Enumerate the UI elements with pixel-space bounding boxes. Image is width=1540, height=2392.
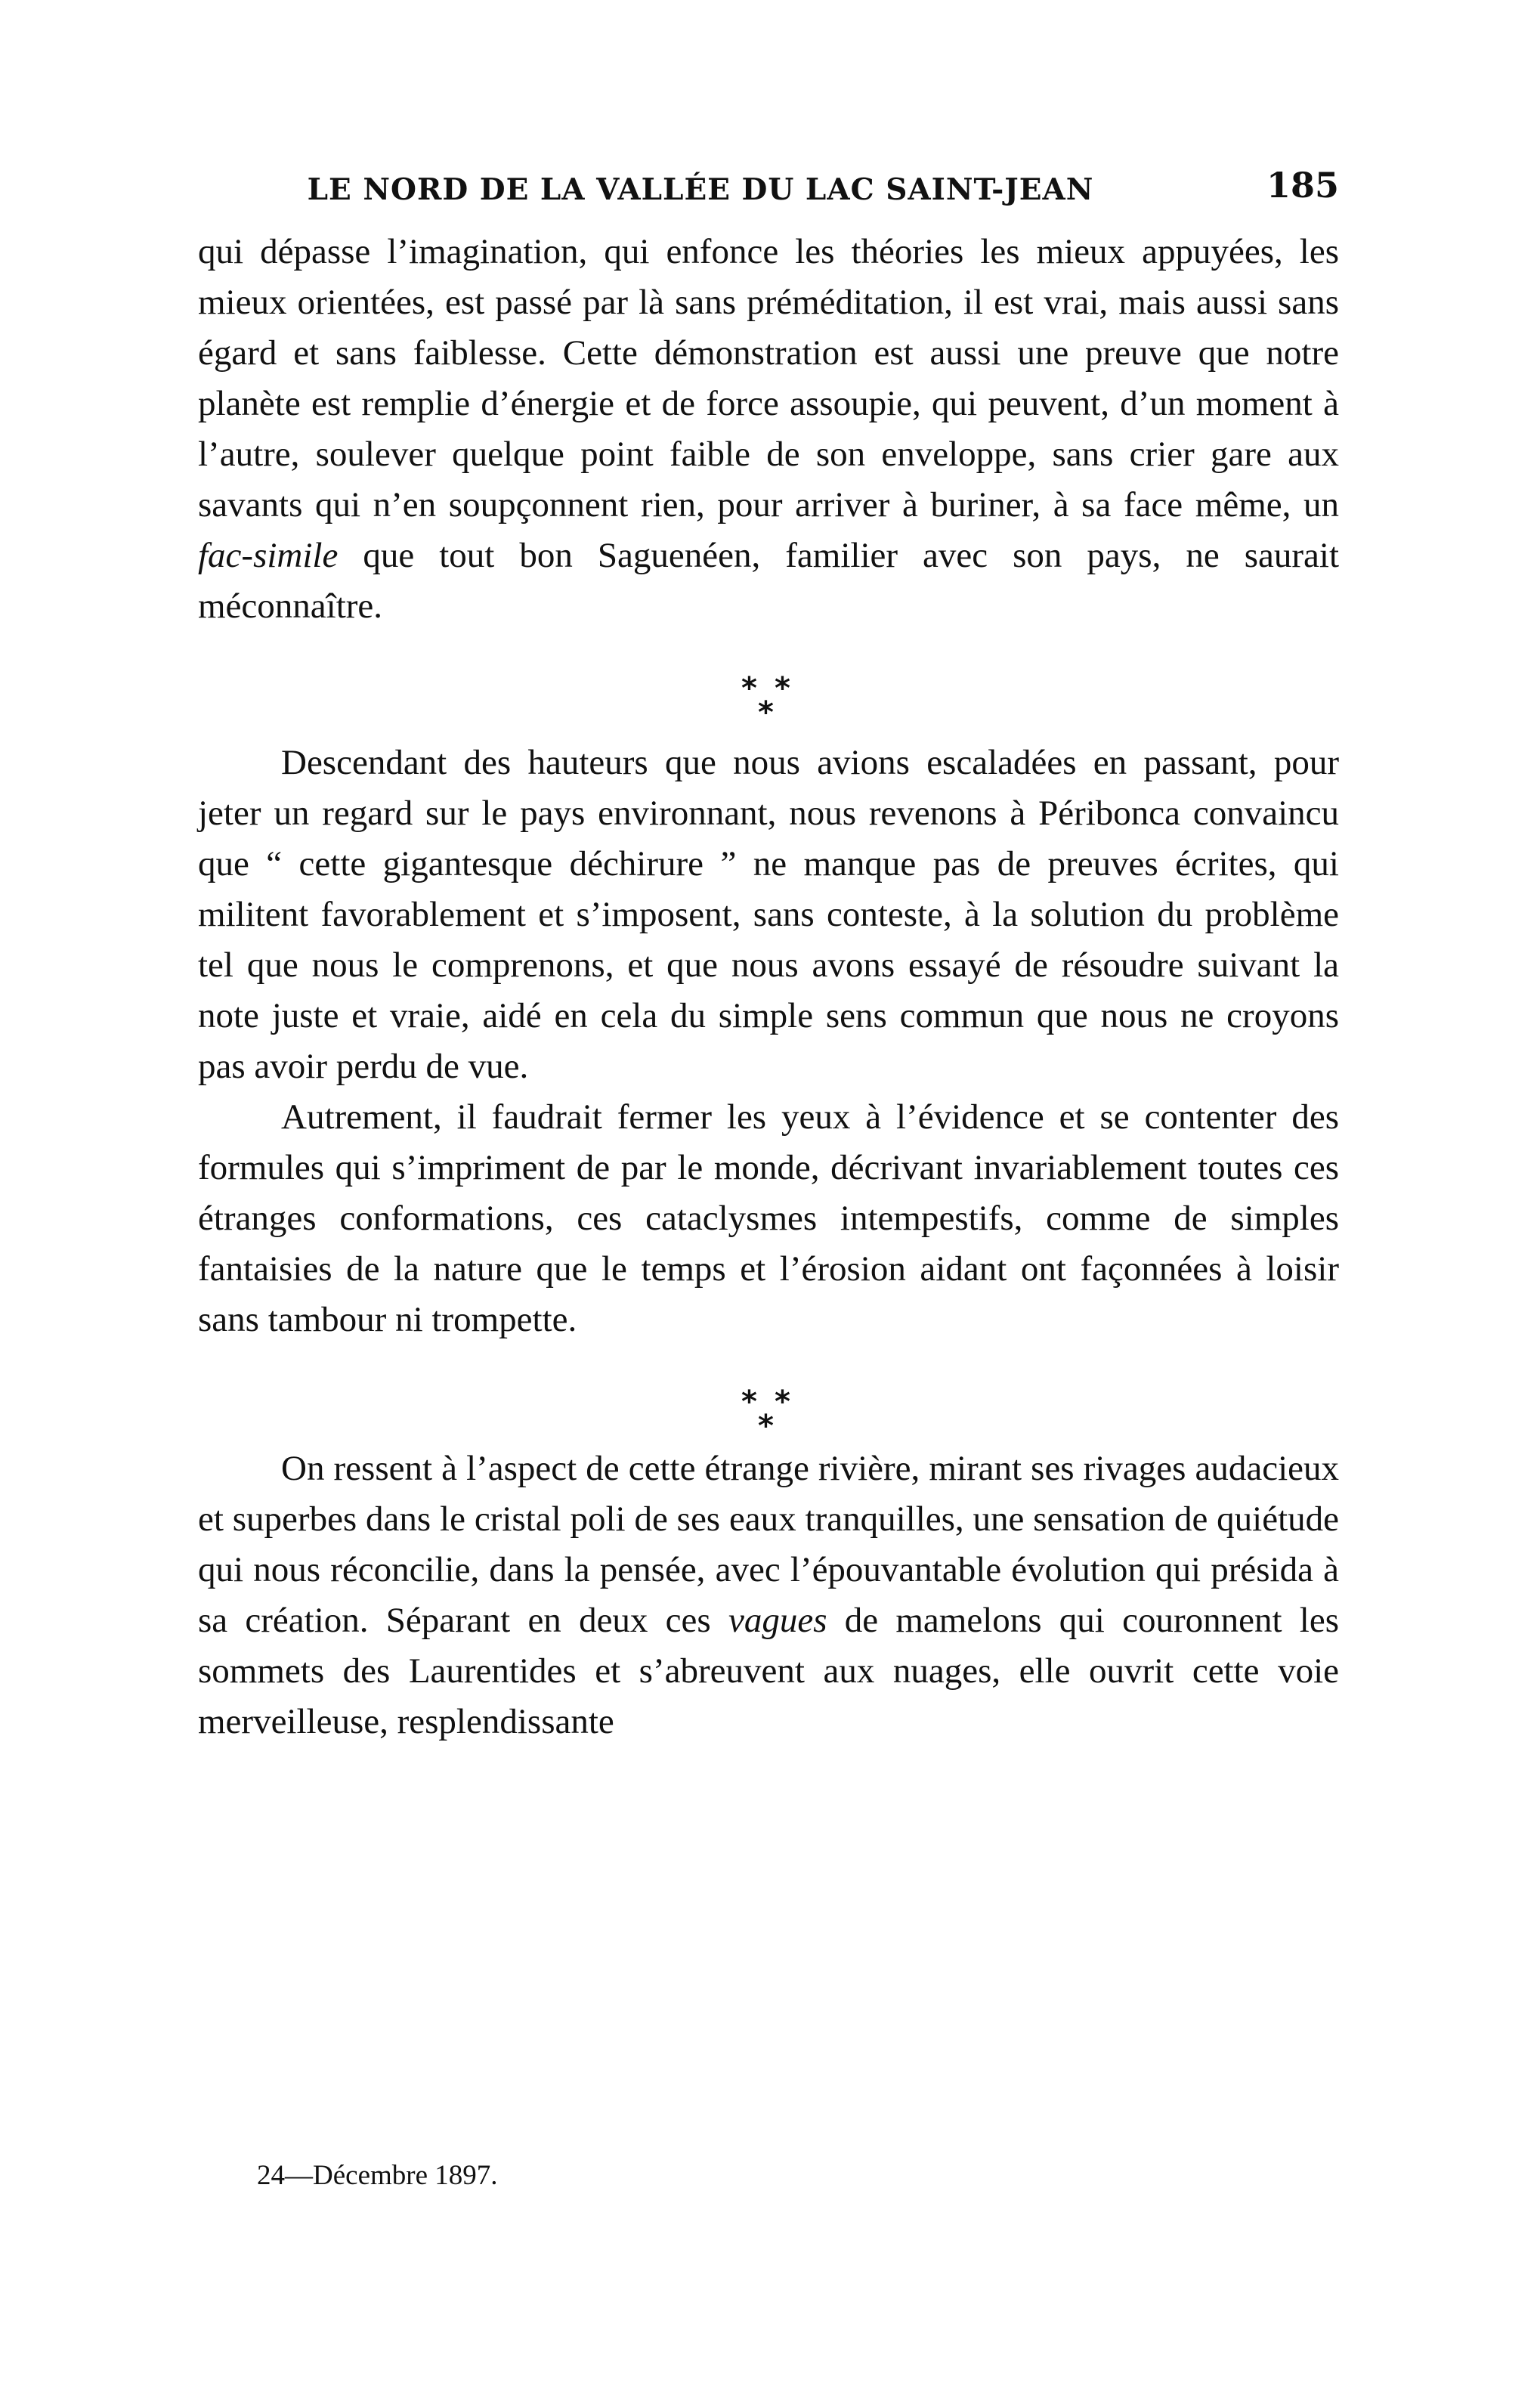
- asterism-star: *: [758, 1409, 774, 1444]
- asterism-star: *: [741, 671, 757, 706]
- paragraph-4-italic: vagues: [728, 1601, 827, 1640]
- paragraph-4-text: On ressent à l’aspect de cette étrange rivière, mirant ses rivages audacieux et superbes dans le cristal poli de ses eaux tranquilles, une sensation de quiétude qui nous réconcilie, dans la pensée, avec l’épouvantable évolution qui présida à sa création. Séparant en deux ces: [198, 1449, 1339, 1640]
- asterism-star: *: [775, 671, 790, 706]
- paragraph-4-end: de mamelons qui couronnent les sommets des Laurentides et s’abreuvent aux nuages, elle ouvrit cette voie merveilleuse, resplendissante: [198, 1601, 1340, 1741]
- asterism-separator-2: [731, 1345, 806, 1444]
- running-header: [198, 157, 1339, 207]
- asterism-star: *: [758, 695, 774, 730]
- paragraph-2: Descendant des hauteurs que nous avions escaladées en passant, pour jeter un regard sur le pays environnant, nous revenons à Péribonca convaincu que “ cette gigantesque déchirure ” ne manque pas de preuves écrites, qui militent favorablement et s’imposent, sans conteste, à la solution du problème tel que nous le comprenons, et que nous avons essayé de résoudre suivant la note juste et vraie, aidé en cela du simple sens commun que nous ne croyons pas avoir perdu de vue.: [198, 743, 1339, 1086]
- paragraph-4: [198, 1444, 1339, 1747]
- asterism-star: *: [775, 1385, 790, 1419]
- paragraph-3: Autrement, il faudrait fermer les yeux à l’évidence et se contenter des formules qui s’impriment de par le monde, décrivant invariablement toutes ces étranges conformations, ces cataclysmes intempestifs, comme de simples fantaisies de la nature que le temps et l’érosion aidant ont façonnées à loisir sans tambour ni trompette.: [198, 1097, 1339, 1339]
- paragraph-1-end: que tout bon Saguenéen, familier avec son pays, ne saurait méconnaître.: [198, 536, 1340, 626]
- asterism-star: *: [741, 1385, 757, 1419]
- asterism-separator-1: [731, 632, 806, 738]
- paragraph-1: [198, 227, 1339, 632]
- running-title: LE NORD DE LA VALLÉE DU LAC SAINT-JEAN: [307, 172, 1094, 207]
- page-number: 185: [1266, 165, 1339, 206]
- paragraph-1-italic: fac-simile: [198, 536, 339, 575]
- paragraph-1-text: qui dépasse l’imagination, qui enfonce les théories les mieux appuyées, les mieux orientées, est passé par là sans préméditation, il est vrai, mais aussi sans égard et sans faiblesse. Cette démonstration est aussi une preuve que notre planète est remplie d’énergie et de force assoupie, qui peuvent, d’un moment à l’autre, soulever quelque point faible de son enveloppe, sans crier gare aux savants qui n’en soupçonnent rien, pour arriver à buriner, à sa face même, un: [198, 232, 1339, 525]
- printer-signature: 24—Décembre 1897.: [257, 2160, 498, 2191]
- page-body: [198, 227, 1339, 1747]
